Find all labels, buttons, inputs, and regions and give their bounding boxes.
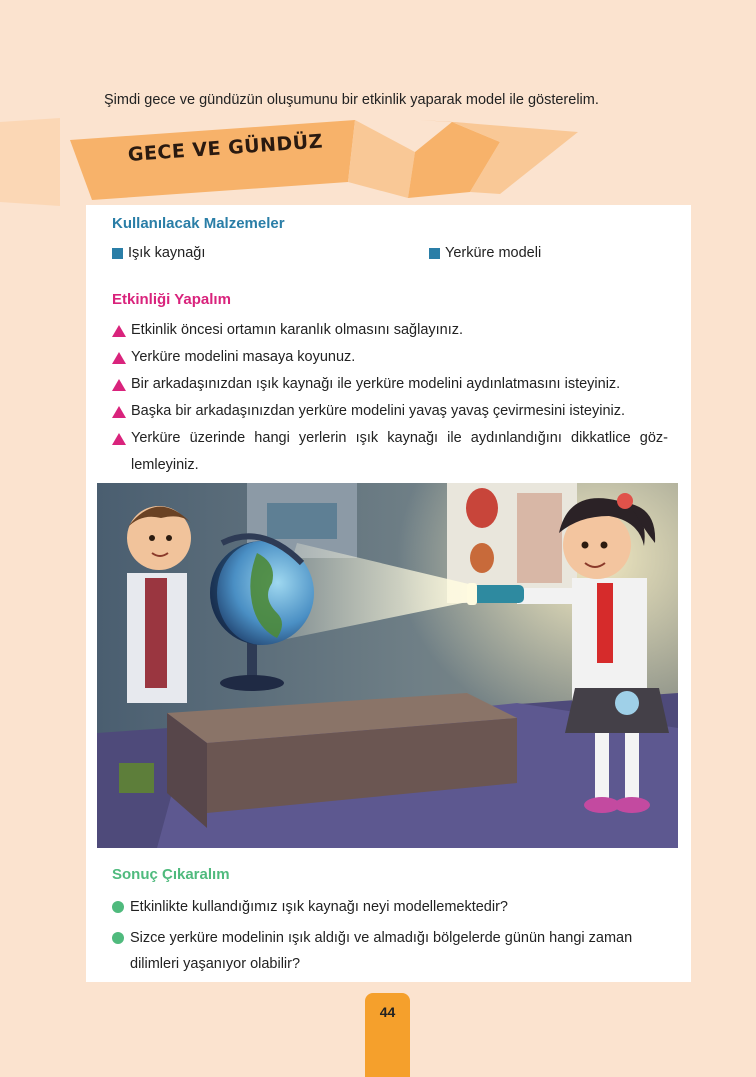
question-item bbox=[112, 925, 684, 977]
triangle-bullet-icon bbox=[112, 433, 126, 445]
step-item bbox=[112, 317, 668, 344]
conclusion-questions bbox=[112, 894, 684, 982]
banner-ribbon bbox=[0, 112, 600, 208]
square-bullet-icon bbox=[112, 248, 123, 259]
activity-steps bbox=[112, 317, 668, 479]
question-item bbox=[112, 894, 684, 920]
triangle-bullet-icon bbox=[112, 325, 126, 337]
step-text: Etkinlik öncesi ortamın karanlık olmasını sağlayınız. bbox=[131, 322, 464, 338]
material-item-light-source bbox=[112, 245, 205, 261]
triangle-bullet-icon bbox=[112, 379, 126, 391]
classroom-illustration bbox=[97, 483, 678, 848]
intro-text: Şimdi gece ve gündüzün oluşumunu bir etkinlik yaparak model ile gösterelim. bbox=[104, 92, 599, 108]
triangle-bullet-icon bbox=[112, 352, 126, 364]
material-item-globe bbox=[429, 245, 541, 261]
circle-bullet-icon bbox=[112, 932, 124, 944]
step-item bbox=[112, 425, 668, 479]
conclusion-heading: Sonuç Çıkaralım bbox=[112, 866, 230, 883]
step-item bbox=[112, 371, 668, 398]
material-label: Yerküre modeli bbox=[445, 245, 542, 261]
page-number: 44 bbox=[365, 993, 410, 1077]
triangle-bullet-icon bbox=[112, 406, 126, 418]
step-text: Yerküre modelini masaya koyunuz. bbox=[131, 349, 356, 365]
step-text: Bir arkadaşınızdan ışık kaynağı ile yerküre modelini aydınlatmasını isteyiniz. bbox=[131, 376, 621, 392]
step-text: Başka bir arkadaşınızdan yerküre modelini yavaş yavaş çevirmesini isteyiniz. bbox=[131, 403, 626, 419]
question-text: Etkinlikte kullandığımız ışık kaynağı neyi modellemektedir? bbox=[130, 899, 508, 915]
step-item bbox=[112, 344, 668, 371]
step-text: Yerküre üzerinde hangi yerlerin ışık kaynağı ile aydınlandığını dikkatlice göz-lemleyiniz. bbox=[131, 430, 668, 473]
materials-heading: Kullanılacak Malzemeler bbox=[112, 215, 285, 232]
square-bullet-icon bbox=[429, 248, 440, 259]
banner-title: GECE VE GÜNDÜZ bbox=[127, 130, 324, 166]
circle-bullet-icon bbox=[112, 901, 124, 913]
question-text: Sizce yerküre modelinin ışık aldığı ve almadığı bölgelerde günün hangi zaman dilimleri yaşanıyor olabilir? bbox=[130, 930, 633, 972]
activity-heading: Etkinliği Yapalım bbox=[112, 291, 231, 308]
step-item bbox=[112, 398, 668, 425]
material-label: Işık kaynağı bbox=[128, 245, 206, 261]
